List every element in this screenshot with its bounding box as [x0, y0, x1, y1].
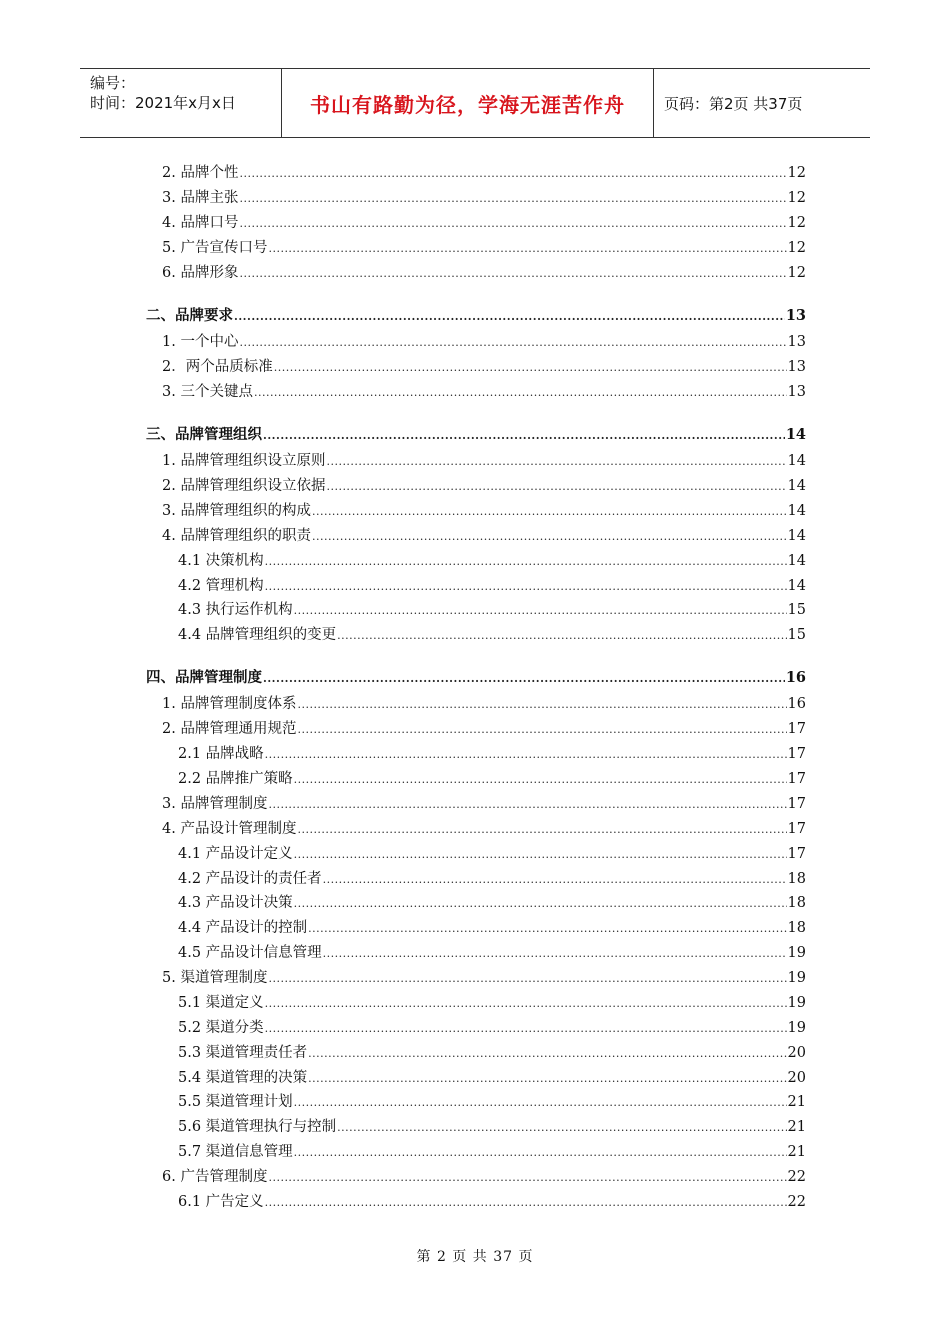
toc-entry-title: 4.5 产品设计信息管理	[178, 945, 322, 961]
toc-leader-dots	[326, 452, 786, 470]
toc-leader-dots	[265, 552, 787, 570]
toc-entry-title: 5.7 渠道信息管理	[178, 1144, 293, 1160]
toc-entry-title: 三、品牌管理组织	[146, 426, 262, 443]
toc-entry-page: 14	[785, 426, 806, 443]
toc-entry[interactable]	[178, 548, 806, 570]
toc-entry-title: 3. 品牌管理组织的构成	[162, 503, 311, 519]
toc-entry-title: 4.1 产品设计定义	[178, 846, 293, 862]
toc-entry-page: 14	[787, 453, 806, 469]
toc-entry[interactable]	[162, 523, 806, 545]
toc-entry-page: 16	[785, 669, 806, 686]
toc-entry[interactable]	[162, 379, 806, 401]
toc-leader-dots	[268, 795, 786, 813]
toc-entry-page: 21	[787, 1144, 806, 1160]
toc-leader-dots	[294, 1143, 787, 1161]
toc-entry[interactable]	[162, 691, 806, 713]
toc-entry[interactable]	[178, 1015, 806, 1037]
toc-entry-page: 19	[787, 970, 806, 986]
toc-entry-page: 12	[787, 190, 806, 206]
toc-leader-dots	[294, 894, 787, 912]
toc-entry-title: 5.5 渠道管理计划	[178, 1094, 293, 1110]
toc-entry[interactable]	[162, 210, 806, 232]
toc-entry-page: 19	[787, 995, 806, 1011]
toc-entry[interactable]	[162, 1164, 806, 1186]
toc-entry-title: 3. 三个关键点	[162, 384, 253, 400]
toc-entry-page: 17	[787, 746, 806, 762]
toc-entry[interactable]	[178, 766, 806, 788]
toc-leader-dots	[308, 1069, 786, 1087]
toc-entry-page: 22	[787, 1194, 806, 1210]
toc-leader-dots	[297, 695, 786, 713]
toc-leader-dots	[239, 264, 786, 282]
toc-entry[interactable]	[178, 573, 806, 595]
toc-entry-title: 4. 产品设计管理制度	[162, 821, 297, 837]
toc-entry-title: 4.1 决策机构	[178, 553, 264, 569]
toc-leader-dots	[239, 333, 786, 351]
toc-entry-title: 5.4 渠道管理的决策	[178, 1070, 308, 1086]
toc-leader-dots	[265, 577, 787, 595]
toc-entry[interactable]	[178, 1040, 806, 1062]
toc-entry[interactable]	[178, 741, 806, 763]
toc-entry-page: 16	[787, 696, 806, 712]
toc-leader-dots	[308, 919, 786, 937]
toc-leader-dots	[294, 770, 787, 788]
toc-entry-page: 18	[787, 871, 806, 887]
toc-leader-dots	[297, 820, 786, 838]
toc-entry[interactable]	[178, 990, 806, 1012]
toc-leader-dots	[294, 845, 787, 863]
toc-entry[interactable]	[162, 965, 806, 987]
toc-entry[interactable]	[178, 622, 806, 644]
toc-entry-page: 13	[785, 307, 806, 324]
toc-leader-dots	[323, 944, 787, 962]
toc-entry[interactable]	[162, 260, 806, 282]
toc-entry-page: 14	[787, 478, 806, 494]
toc-leader-dots	[239, 189, 786, 207]
toc-entry-title: 5. 广告宣传口号	[162, 240, 268, 256]
toc-entry-page: 18	[787, 895, 806, 911]
toc-entry[interactable]	[178, 866, 806, 888]
toc-entry-page: 19	[787, 1020, 806, 1036]
toc-entry-title: 1. 品牌管理制度体系	[162, 696, 297, 712]
toc-entry-page: 17	[787, 771, 806, 787]
toc-leader-dots	[263, 426, 785, 444]
page-header	[80, 68, 870, 138]
toc-entry-page: 14	[787, 553, 806, 569]
toc-entry-title: 二、品牌要求	[146, 307, 233, 324]
toc-entry-title: 4. 品牌管理组织的职责	[162, 528, 311, 544]
toc-entry-title: 5.1 渠道定义	[178, 995, 264, 1011]
toc-leader-dots	[254, 383, 787, 401]
toc-entry[interactable]	[146, 422, 806, 444]
header-page-info-cell	[654, 69, 870, 137]
toc-entry[interactable]	[178, 890, 806, 912]
toc-leader-dots	[312, 527, 787, 545]
toc-leader-dots	[308, 1044, 786, 1062]
toc-entry-page: 12	[787, 240, 806, 256]
toc-entry-title: 3. 品牌管理制度	[162, 796, 268, 812]
toc-entry-page: 17	[787, 721, 806, 737]
toc-entry-title: 4.2 管理机构	[178, 578, 264, 594]
toc-entry-title: 5.3 渠道管理责任者	[178, 1045, 308, 1061]
toc-leader-dots	[294, 601, 787, 619]
toc-entry[interactable]	[162, 160, 806, 182]
toc-entry-page: 14	[787, 503, 806, 519]
toc-entry[interactable]	[146, 303, 806, 325]
toc-entry-title: 4.2 产品设计的责任者	[178, 871, 322, 887]
toc-entry-page: 14	[787, 578, 806, 594]
toc-leader-dots	[239, 164, 786, 182]
toc-entry[interactable]	[162, 791, 806, 813]
toc-leader-dots	[294, 1093, 787, 1111]
toc-entry-title: 2.2 品牌推广策略	[178, 771, 293, 787]
toc-entry-page: 15	[787, 627, 806, 643]
toc-leader-dots	[326, 477, 786, 495]
header-motto: 书山有路勤为径，学海无涯苦作舟	[310, 92, 625, 117]
toc-entry-title: 5.2 渠道分类	[178, 1020, 264, 1036]
toc-entry[interactable]	[162, 185, 806, 207]
toc-entry-title: 6.1 广告定义	[178, 1194, 264, 1210]
toc-entry-page: 12	[787, 165, 806, 181]
toc-entry-title: 1. 一个中心	[162, 334, 239, 350]
toc-leader-dots	[268, 239, 786, 257]
toc-entry-page: 13	[787, 384, 806, 400]
toc-entry-title: 4. 品牌口号	[162, 215, 239, 231]
toc-entry-title: 4.4 产品设计的控制	[178, 920, 308, 936]
toc-leader-dots	[268, 1168, 786, 1186]
toc-leader-dots	[323, 870, 787, 888]
header-page-info: 页码：第2页 共37页	[664, 94, 803, 113]
toc-leader-dots	[274, 358, 787, 376]
toc-entry-title: 5.6 渠道管理执行与控制	[178, 1119, 337, 1135]
toc-entry-title: 2. 品牌个性	[162, 165, 239, 181]
header-meta	[80, 69, 282, 137]
toc-entry-page: 21	[787, 1119, 806, 1135]
toc-leader-dots	[312, 502, 787, 520]
toc-entry-page: 20	[787, 1045, 806, 1061]
toc-entry-title: 3. 品牌主张	[162, 190, 239, 206]
toc-entry-page: 18	[787, 920, 806, 936]
toc-entry[interactable]	[146, 665, 806, 687]
toc-leader-dots	[265, 994, 787, 1012]
toc-entry[interactable]	[178, 1189, 806, 1211]
toc-entry-title: 2. 品牌管理组织设立依据	[162, 478, 326, 494]
toc-entry-title: 4.4 品牌管理组织的变更	[178, 627, 337, 643]
toc-entry-title: 6. 品牌形象	[162, 265, 239, 281]
toc-entry-title: 6. 广告管理制度	[162, 1169, 268, 1185]
toc-entry-title: 2. 品牌管理通用规范	[162, 721, 297, 737]
toc-leader-dots	[239, 214, 786, 232]
toc-entry-page: 17	[787, 846, 806, 862]
toc-entry[interactable]	[178, 1114, 806, 1136]
toc-leader-dots	[265, 1193, 787, 1211]
toc-entry-title: 1. 品牌管理组织设立原则	[162, 453, 326, 469]
toc-entry-page: 12	[787, 215, 806, 231]
toc-entry[interactable]	[178, 597, 806, 619]
toc-entry-title: 2．两个品质标准	[162, 359, 273, 375]
toc-entry[interactable]	[162, 235, 806, 257]
toc-leader-dots	[337, 1118, 786, 1136]
toc-leader-dots	[265, 745, 787, 763]
toc-entry-title: 4.3 执行运作机构	[178, 602, 293, 618]
toc-entry[interactable]	[178, 1065, 806, 1087]
toc-entry-page: 15	[787, 602, 806, 618]
toc-entry[interactable]	[162, 354, 806, 376]
toc-entry-page: 19	[787, 945, 806, 961]
toc-entry[interactable]	[162, 816, 806, 838]
header-motto-cell	[282, 69, 654, 137]
toc-leader-dots	[234, 307, 785, 325]
toc-entry[interactable]	[178, 841, 806, 863]
document-time-label: 时间：2021年x月x日	[90, 94, 236, 112]
toc-entry-page: 14	[787, 528, 806, 544]
toc-entry[interactable]	[162, 329, 806, 351]
toc-entry-page: 12	[787, 265, 806, 281]
toc-entry-title: 5. 渠道管理制度	[162, 970, 268, 986]
toc-entry[interactable]	[178, 1089, 806, 1111]
toc-entry[interactable]	[178, 1139, 806, 1161]
toc-leader-dots	[263, 669, 785, 687]
toc-entry[interactable]	[178, 940, 806, 962]
toc-entry-page: 21	[787, 1094, 806, 1110]
toc-entry-title: 2.1 品牌战略	[178, 746, 264, 762]
document-number-label: 编号：	[90, 74, 136, 92]
toc-entry-page: 17	[787, 796, 806, 812]
toc-leader-dots	[268, 969, 786, 987]
toc-entry-page: 20	[787, 1070, 806, 1086]
toc-entry[interactable]	[162, 473, 806, 495]
toc-leader-dots	[297, 720, 786, 738]
toc-entry-page: 17	[787, 821, 806, 837]
toc-entry-title: 4.3 产品设计决策	[178, 895, 293, 911]
toc-entry-title: 四、品牌管理制度	[146, 669, 262, 686]
toc-entry[interactable]	[162, 448, 806, 470]
toc-entry[interactable]	[162, 498, 806, 520]
toc-entry-page: 13	[787, 359, 806, 375]
toc-leader-dots	[337, 626, 786, 644]
toc-entry[interactable]	[178, 915, 806, 937]
toc-entry[interactable]	[162, 716, 806, 738]
toc-entry-page: 22	[787, 1169, 806, 1185]
toc-leader-dots	[265, 1019, 787, 1037]
page-footer: 第 2 页 共 37 页	[416, 1249, 534, 1265]
toc-entry-page: 13	[787, 334, 806, 350]
